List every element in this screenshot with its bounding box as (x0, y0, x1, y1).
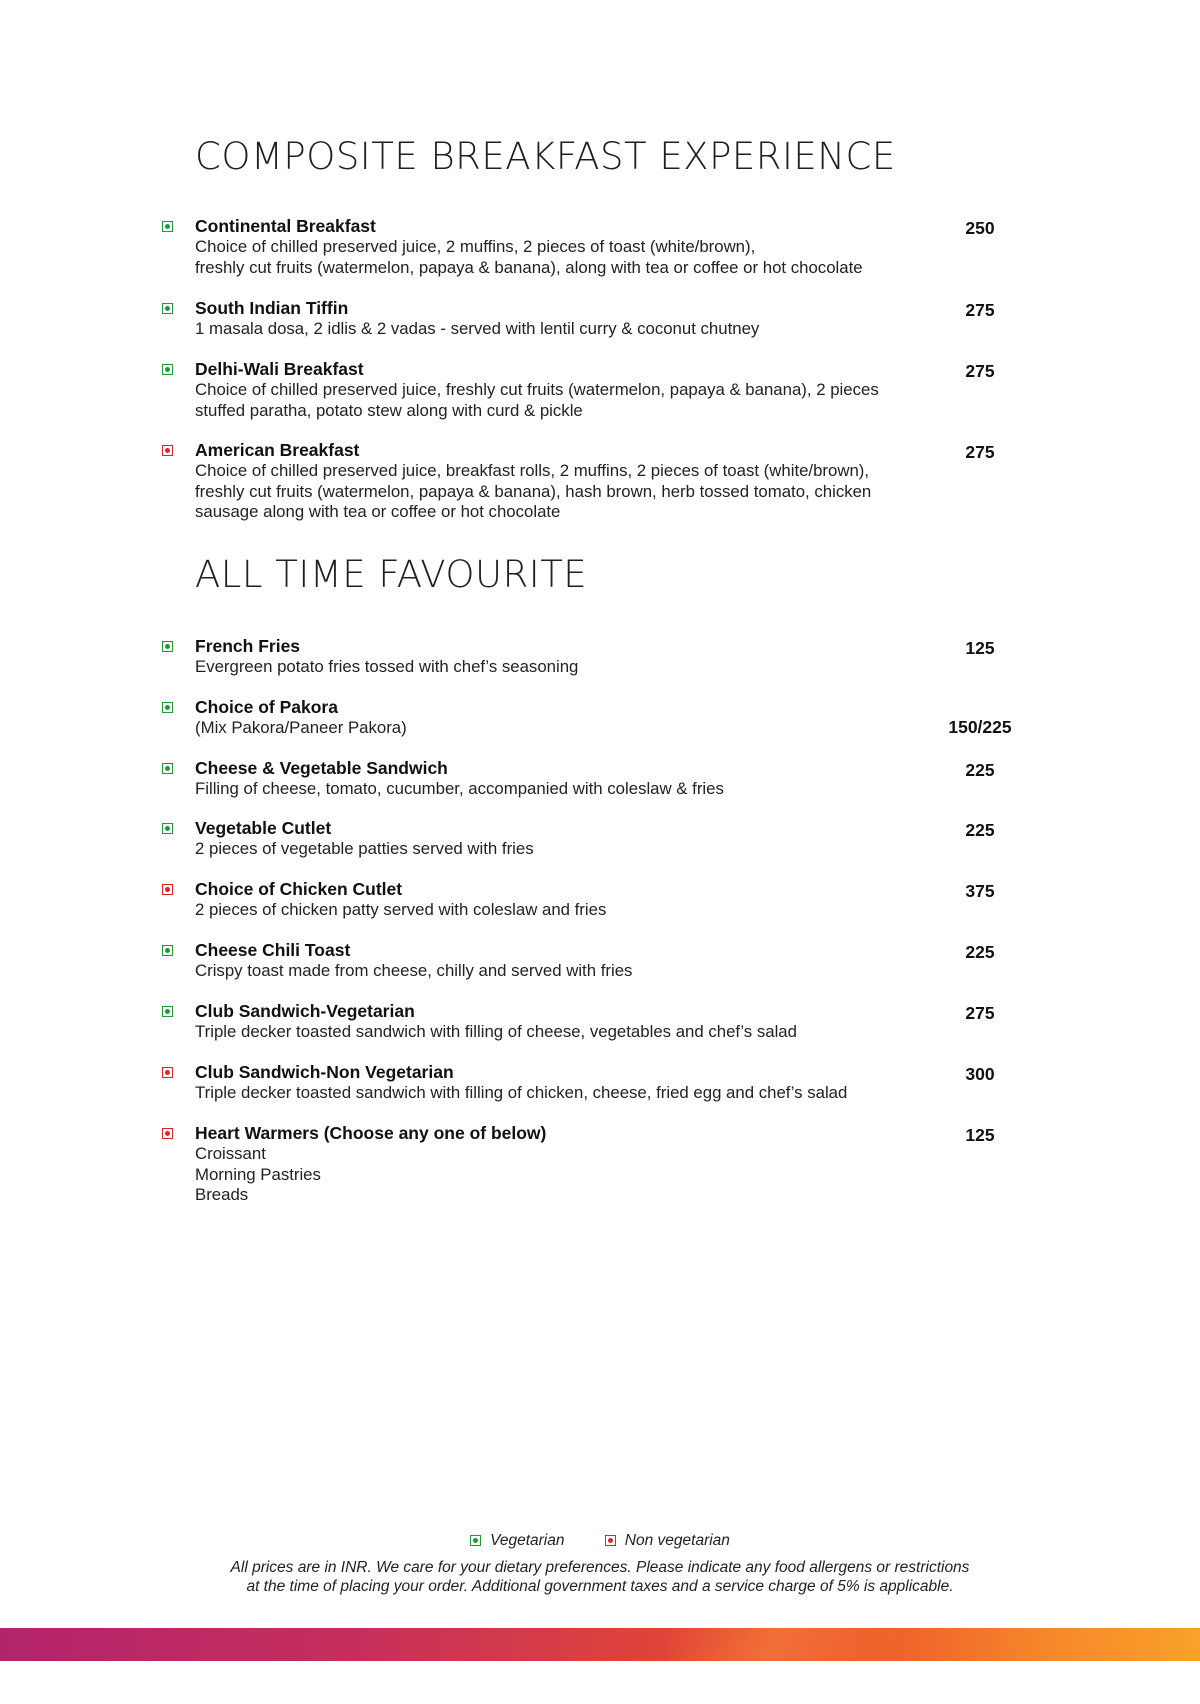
nonveg-icon (162, 1067, 173, 1078)
footnote-line: All prices are in INR. We care for your dietary preferences. Please indicate any food allergens or restrictions (230, 1559, 970, 1576)
item-description-line: (Mix Pakora/Paneer Pakora) (195, 718, 407, 737)
menu-item (162, 359, 1012, 421)
item-description-line: Filling of cheese, tomato, cucumber, accompanied with coleslaw & fries (195, 779, 724, 798)
item-name: Delhi-Wali Breakfast (195, 359, 364, 379)
veg-icon (162, 221, 173, 232)
item-name: Cheese & Vegetable Sandwich (195, 758, 448, 778)
menu-item (162, 440, 1012, 523)
legend-nonveg (605, 1532, 730, 1550)
item-name: Choice of Pakora (195, 697, 338, 717)
section-title-breakfast: COMPOSITE BREAKFAST EXPERIENCE (195, 135, 896, 178)
diet-legend (0, 1532, 1200, 1550)
item-description (195, 839, 925, 860)
item-description-line: 2 pieces of chicken patty served with coleslaw and fries (195, 900, 607, 919)
veg-icon (162, 763, 173, 774)
item-price: 275 (965, 300, 995, 320)
item-description-line: Morning Pastries (195, 1164, 321, 1184)
menu-item (162, 1123, 1012, 1206)
item-description-line: Choice of chilled preserved juice, 2 muffins, 2 pieces of toast (white/brown), (195, 237, 756, 256)
item-price: 275 (965, 361, 995, 381)
item-description (195, 237, 925, 278)
item-description-line: Triple decker toasted sandwich with filling of chicken, cheese, fried egg and chef’s salad (195, 1083, 848, 1102)
legend-veg (470, 1532, 564, 1550)
item-price: 250 (965, 218, 995, 238)
legend-nonveg-label: Non vegetarian (624, 1532, 730, 1549)
item-description-line: sausage along with tea or coffee or hot chocolate (195, 502, 561, 521)
item-price: 225 (965, 760, 995, 780)
item-name: Club Sandwich-Non Vegetarian (195, 1062, 454, 1082)
item-description (195, 1022, 925, 1043)
section-title-favourite: ALL TIME FAVOURITE (195, 553, 588, 596)
veg-icon (162, 702, 173, 713)
menu-item (162, 636, 1012, 678)
item-name: Club Sandwich-Vegetarian (195, 1001, 415, 1021)
item-description-line: Choice of chilled preserved juice, breakfast rolls, 2 muffins, 2 pieces of toast (white/brown), (195, 461, 870, 480)
footer-color-band (0, 1628, 1200, 1661)
item-description-line: 2 pieces of vegetable patties served with fries (195, 839, 534, 858)
item-description (195, 1144, 925, 1206)
nonveg-icon (162, 1128, 173, 1139)
item-description-line: 1 masala dosa, 2 idlis & 2 vadas - served with lentil curry & coconut chutney (195, 319, 760, 338)
item-name: South Indian Tiffin (195, 298, 349, 318)
nonveg-icon (605, 1535, 616, 1546)
veg-icon (162, 364, 173, 375)
menu-item (162, 216, 1012, 278)
menu-item (162, 1001, 1012, 1043)
item-name: Vegetable Cutlet (195, 818, 332, 838)
item-description (195, 779, 925, 800)
item-price: 375 (965, 881, 995, 901)
item-description (195, 900, 925, 921)
menu-item (162, 818, 1012, 860)
menu-item (162, 298, 1012, 340)
item-description-line: Breads (195, 1185, 249, 1204)
veg-icon (162, 945, 173, 956)
item-description-line: Croissant (195, 1144, 266, 1163)
menu-item (162, 697, 1012, 739)
item-price: 225 (965, 942, 995, 962)
item-description (195, 657, 925, 678)
item-description-line: Choice of chilled preserved juice, freshly cut fruits (watermelon, papaya & banana), 2 pieces (195, 380, 879, 399)
item-price: 275 (965, 442, 995, 462)
item-description (195, 380, 925, 421)
veg-icon (162, 303, 173, 314)
menu-item (162, 940, 1012, 982)
footnote-line: at the time of placing your order. Additional government taxes and a service charge of 5% is applicable. (246, 1577, 954, 1595)
veg-icon (162, 823, 173, 834)
item-description (195, 718, 925, 739)
item-price: 300 (965, 1064, 995, 1084)
item-price: 125 (965, 1125, 995, 1145)
veg-icon (162, 641, 173, 652)
item-description-line: Evergreen potato fries tossed with chef’s seasoning (195, 657, 579, 676)
legend-veg-label: Vegetarian (490, 1532, 565, 1549)
item-price: 275 (965, 1003, 995, 1023)
item-description-line: Triple decker toasted sandwich with filling of cheese, vegetables and chef’s salad (195, 1022, 797, 1041)
item-description (195, 319, 925, 340)
item-name: Choice of Chicken Cutlet (195, 879, 403, 899)
nonveg-icon (162, 884, 173, 895)
item-price: 150/225 (948, 717, 1012, 737)
item-description-line: freshly cut fruits (watermelon, papaya & banana), hash brown, herb tossed tomato, chicken (195, 481, 872, 501)
veg-icon (162, 1006, 173, 1017)
nonveg-icon (162, 445, 173, 456)
item-name: American Breakfast (195, 440, 360, 460)
item-name: Continental Breakfast (195, 216, 376, 236)
item-description (195, 961, 925, 982)
item-description-line: Crispy toast made from cheese, chilly and served with fries (195, 961, 633, 980)
item-price: 225 (965, 820, 995, 840)
menu-item (162, 879, 1012, 921)
menu-item (162, 758, 1012, 800)
item-price: 125 (965, 638, 995, 658)
item-description (195, 1083, 925, 1104)
menu-item (162, 1062, 1012, 1104)
item-description-line: freshly cut fruits (watermelon, papaya & banana), along with tea or coffee or hot chocolate (195, 257, 863, 277)
item-name: Heart Warmers (Choose any one of below) (195, 1123, 547, 1143)
veg-icon (470, 1535, 481, 1546)
item-description-line: stuffed paratha, potato stew along with curd & pickle (195, 400, 583, 420)
item-name: Cheese Chili Toast (195, 940, 351, 960)
item-name: French Fries (195, 636, 301, 656)
price-footnote (0, 1559, 1200, 1596)
item-description (195, 461, 925, 523)
